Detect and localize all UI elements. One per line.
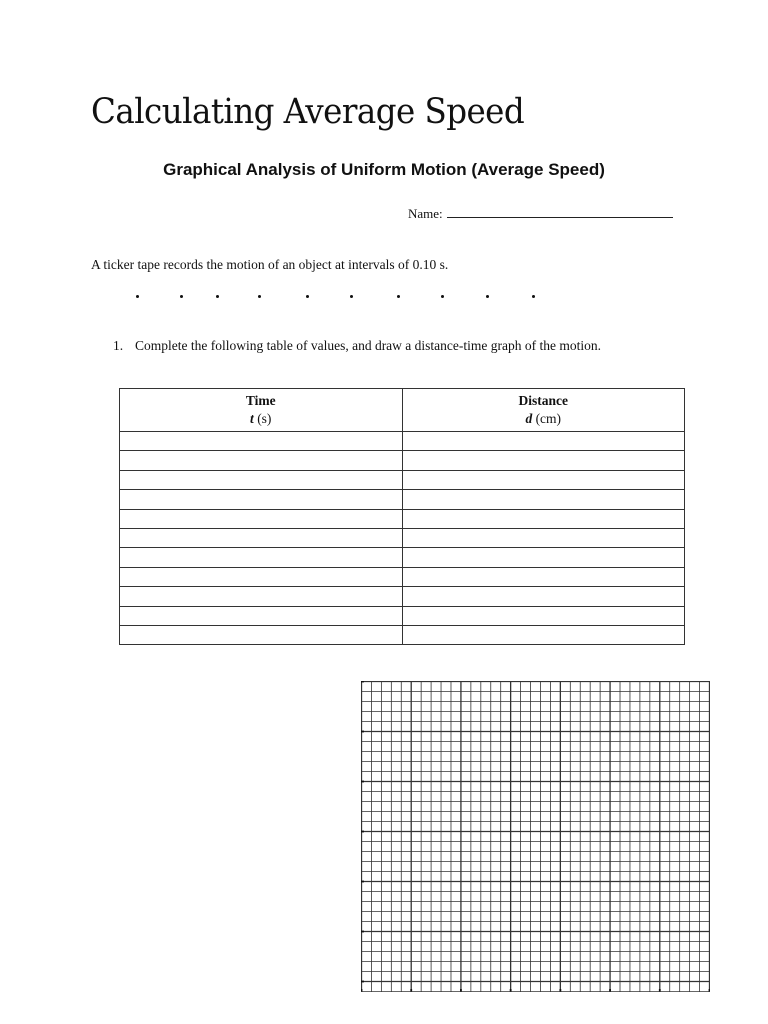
name-blank-line[interactable] (447, 205, 673, 218)
time-cell[interactable] (120, 528, 403, 547)
distance-cell[interactable] (402, 606, 685, 625)
table-header-row (120, 389, 685, 432)
time-cell[interactable] (120, 625, 403, 644)
name-label: Name: (408, 206, 443, 221)
table-row (120, 587, 685, 606)
table-row (120, 432, 685, 451)
ticker-dot (306, 295, 309, 298)
time-cell[interactable] (120, 432, 403, 451)
intro-text: A ticker tape records the motion of an object at intervals of 0.10 s. (91, 257, 449, 272)
time-column-header (120, 389, 403, 432)
time-cell[interactable] (120, 606, 403, 625)
graph-grid (361, 681, 710, 992)
distance-cell[interactable] (402, 451, 685, 470)
ticker-dot (350, 295, 353, 298)
distance-cell[interactable] (402, 625, 685, 644)
time-symbol: t (250, 411, 254, 426)
time-cell[interactable] (120, 490, 403, 509)
table-row (120, 490, 685, 509)
ticker-dot (441, 295, 444, 298)
distance-header-unit-line (403, 410, 685, 428)
values-table (119, 388, 685, 645)
ticker-dot (258, 295, 261, 298)
time-unit: (s) (257, 411, 272, 426)
distance-cell[interactable] (402, 528, 685, 547)
name-field[interactable] (408, 205, 673, 222)
table-row (120, 606, 685, 625)
ticker-dot (486, 295, 489, 298)
distance-cell[interactable] (402, 509, 685, 528)
question-text: Complete the following table of values, and draw a distance-time graph of the motion. (135, 338, 601, 353)
table-row (120, 625, 685, 644)
distance-cell[interactable] (402, 567, 685, 586)
distance-symbol: d (525, 411, 533, 426)
table-row (120, 567, 685, 586)
table-row (120, 528, 685, 547)
distance-header-label: Distance (518, 393, 568, 408)
distance-unit: (cm) (535, 411, 562, 426)
time-cell[interactable] (120, 509, 403, 528)
distance-cell[interactable] (402, 470, 685, 489)
ticker-dot (180, 295, 183, 298)
time-header-unit-line (120, 410, 402, 428)
worksheet-title: Calculating Average Speed (91, 92, 525, 132)
table-row (120, 470, 685, 489)
ticker-dot (216, 295, 219, 298)
distance-cell[interactable] (402, 587, 685, 606)
time-cell[interactable] (120, 567, 403, 586)
ticker-dot (397, 295, 400, 298)
table-row (120, 548, 685, 567)
distance-cell[interactable] (402, 548, 685, 567)
table-body (120, 432, 685, 645)
worksheet-subtitle: Graphical Analysis of Uniform Motion (Average Speed) (163, 160, 605, 179)
table-row (120, 451, 685, 470)
graph-paper[interactable] (361, 681, 710, 992)
distance-cell[interactable] (402, 432, 685, 451)
ticker-dot (532, 295, 535, 298)
time-cell[interactable] (120, 470, 403, 489)
time-cell[interactable] (120, 587, 403, 606)
distance-column-header (402, 389, 685, 432)
distance-cell[interactable] (402, 490, 685, 509)
question-1 (113, 338, 601, 354)
ticker-dot (136, 295, 139, 298)
time-cell[interactable] (120, 548, 403, 567)
time-cell[interactable] (120, 451, 403, 470)
table-row (120, 509, 685, 528)
question-number: 1. (113, 338, 124, 353)
time-header-label: Time (245, 393, 276, 408)
